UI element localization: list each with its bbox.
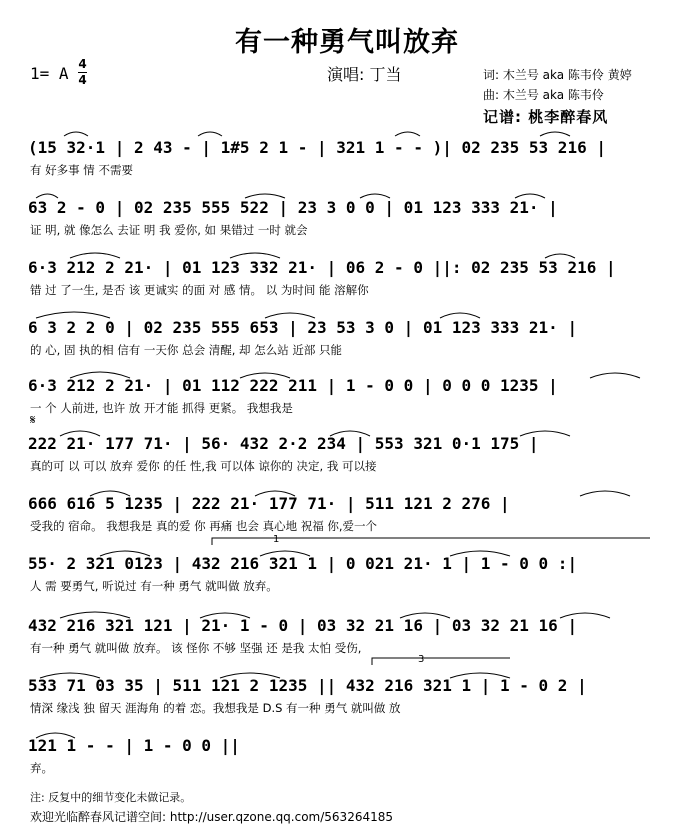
staff-lyrics-line: 有 好多事 情 不需要	[30, 163, 133, 177]
volta-number-3: 3	[418, 654, 425, 665]
slur	[590, 373, 640, 378]
staff-lyrics-line: 真的可 以 可以 放弃 爱你 的任 性,我 可以体 谅你的 决定, 我 可以接	[30, 459, 377, 473]
staff-music-line: 6 3 2 2 0 | 02 235 555 653 | 23 53 3 0 | 01 123 333 21· |	[28, 318, 578, 337]
volta-bracket-3	[372, 658, 510, 665]
staff-music-line: 6·3 212 2 21· | 01 112 222 211 | 1 - 0 0 | 0 0 0 1235 |	[28, 376, 558, 395]
key-signature: 1= A	[30, 64, 69, 83]
segno-icon: 𝄋	[30, 413, 36, 428]
staff-music-line: 63 2 - 0 | 02 235 555 522 | 23 3 0 0 | 01 123 333 21· |	[28, 198, 558, 217]
staff-music-line: 533 71 03 35 | 511 121 2 1235 || 432 216 321 1 | 1 - 0 2 |	[28, 676, 587, 695]
staff-music-line: (15 32·1 | 2 43 - | 1#5 2 1 - | 321 1 - - )| 02 235 53 216 |	[28, 138, 606, 157]
footnote: 注: 反复中的细节变化未做记录。	[30, 791, 192, 804]
song-title: 有一种勇气叫放弃	[235, 27, 459, 58]
staff-lyrics-line: 证 明, 就 像怎么 去证 明 我 爱你, 如 果错过 一时 就会	[30, 223, 308, 237]
slur	[540, 132, 570, 136]
staff-lyrics-line: 人 需 要勇气, 听说过 有一种 勇气 就叫做 放弃。	[30, 579, 278, 593]
staff-lyrics-line: 一 个 人前进, 也许 放 开才能 抓得 更紧。 我想我是	[30, 401, 293, 415]
slur	[395, 132, 420, 136]
time-signature-bottom: 4	[78, 73, 87, 87]
recorder: 记谱: 桃李醉春风	[483, 108, 609, 126]
staff-lyrics-line: 错 过 了一生, 是否 该 更诚实 的面 对 感 情。 以 为时间 能 溶解你	[30, 283, 369, 297]
staff-lyrics-line: 情深 缘浅 独 留天 涯海角 的着 恋。我想我是 D.S 有一种 勇气 就叫做 放	[30, 701, 401, 715]
staff-music-line: 6·3 212 2 21· | 01 123 332 21· | 06 2 - 0 ||: 02 235 53 216 |	[28, 258, 616, 277]
staff-music-line: 666 616 5 1235 | 222 21· 177 71· | 511 121 2 276 |	[28, 494, 510, 513]
staff-lyrics-line: 的 心, 固 执的相 信有 一天你 总会 清醒, 却 怎么站 近部 只能	[30, 343, 343, 357]
slur	[198, 132, 222, 136]
composer: 曲: 木兰号 aka 陈韦伶	[483, 88, 604, 102]
lyricist: 词: 木兰号 aka 陈韦伶 黄婷	[483, 68, 632, 82]
slur	[64, 132, 88, 136]
slur	[580, 491, 630, 496]
staff-lyrics-line: 有一种 勇气 就叫做 放弃。 该 怪你 不够 坚强 还 是我 太怕 受伤,	[30, 641, 362, 655]
staff-music-line: 222 21· 177 71· | 56· 432 2·2 234 | 553 321 0·1 175 |	[28, 434, 539, 453]
singer: 演唱: 丁当	[327, 65, 402, 84]
time-signature-top: 4	[78, 57, 87, 71]
staff-music-line: 121 1 - - | 1 - 0 0 ||	[28, 736, 240, 755]
welcome-text: 欢迎光临醉春风记谱空间: http://user.qzone.qq.com/563264185	[30, 810, 394, 824]
staff-music-line: 55· 2 321 0123 | 432 216 321 1 | 0 021 21· 1 | 1 - 0 0 :|	[28, 554, 578, 573]
volta-number-1: 1	[273, 534, 280, 545]
staff-music-line: 432 216 321 121 | 21· 1 - 0 | 03 32 21 16 | 03 32 21 16 |	[28, 616, 578, 635]
staff-lyrics-line: 受我的 宿命。 我想我是 真的爱 你 再痛 也会 真心地 祝福 你,爱一个	[30, 519, 378, 533]
staff-lyrics-line: 弃。	[30, 761, 53, 775]
